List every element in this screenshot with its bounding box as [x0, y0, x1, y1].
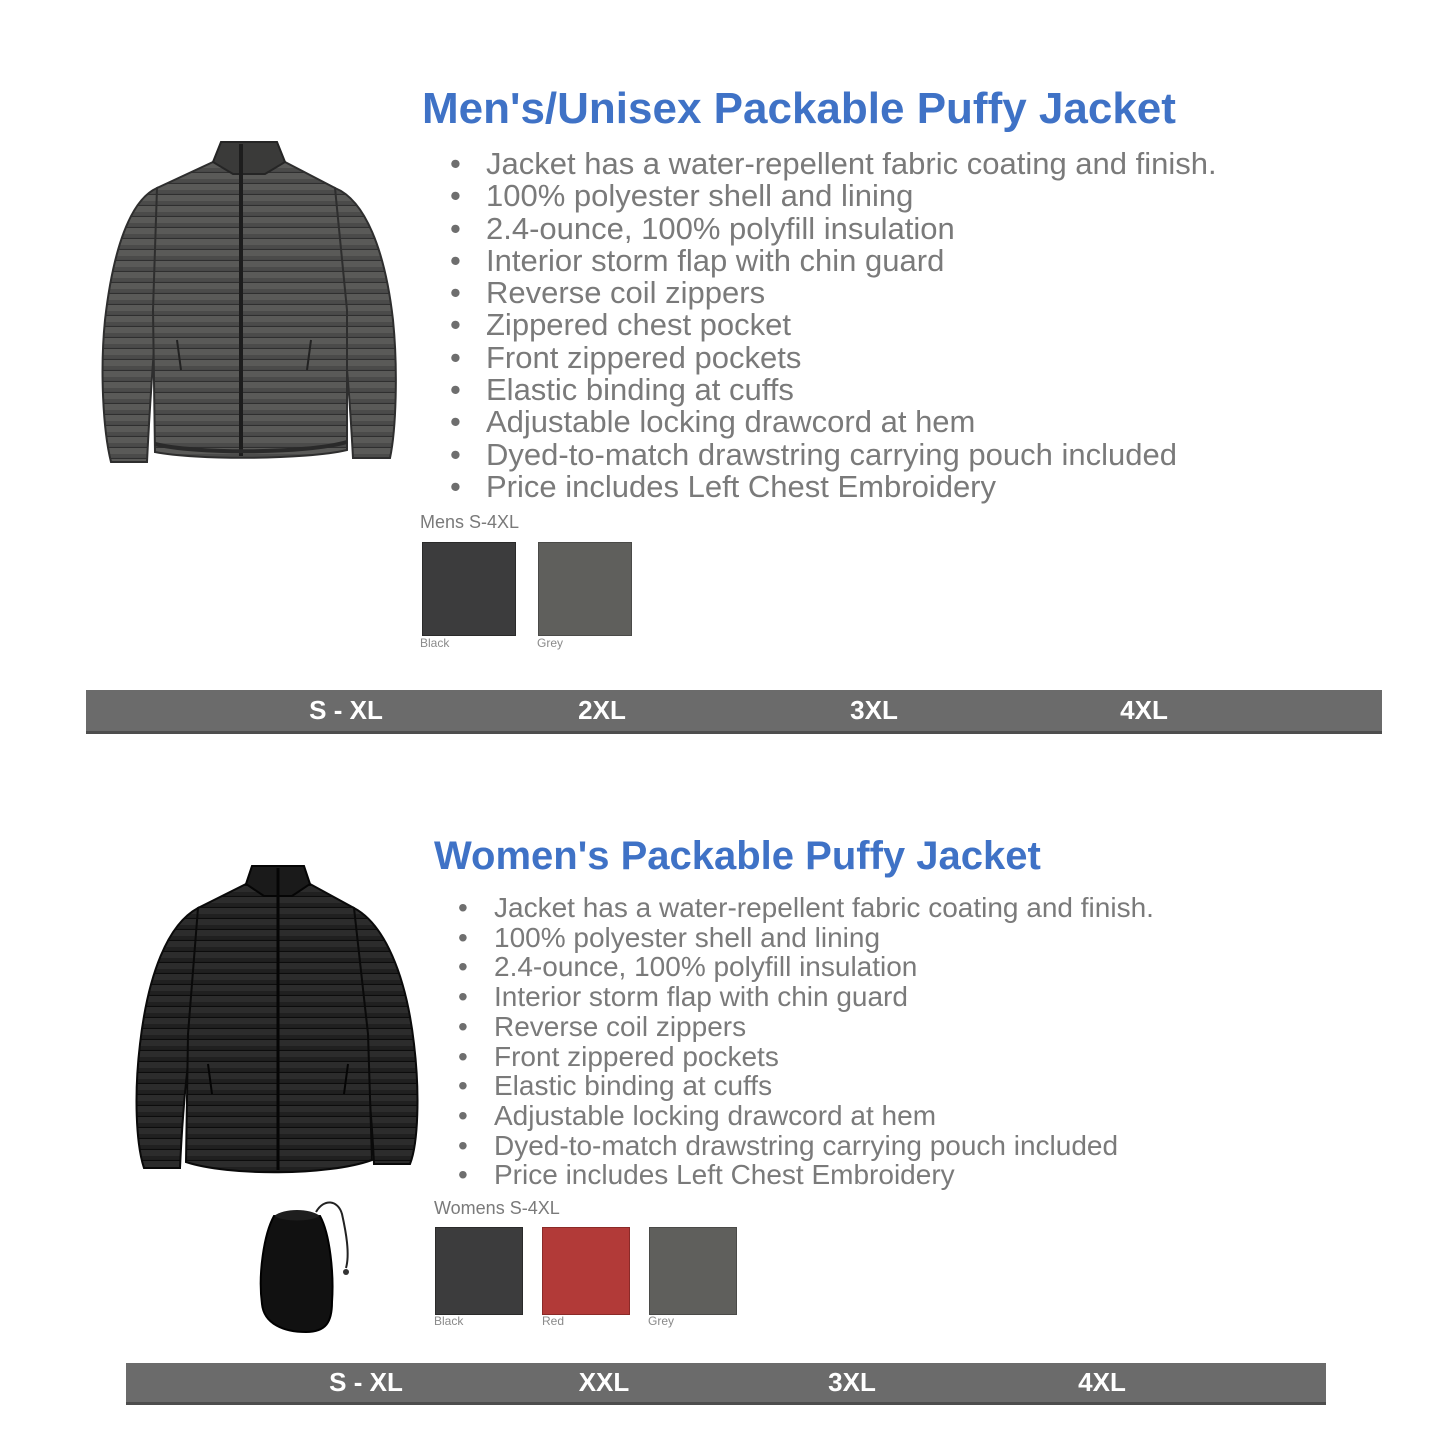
feature-item: • 100% polyester shell and lining: [494, 923, 1154, 953]
size-cell: 4XL: [1120, 695, 1168, 725]
mens-swatch-label-grey: Grey: [537, 636, 564, 650]
feature-item: • Jacket has a water-repellent fabric coating and finish.: [486, 148, 1217, 180]
womens-product-title: Women's Packable Puffy Jacket: [434, 834, 1041, 878]
womens-swatch-grey[interactable]: [649, 1227, 737, 1315]
size-cell: XXL: [578, 1367, 630, 1397]
womens-size-range: Womens S-4XL: [434, 1198, 560, 1218]
carrying-pouch-image: [254, 1194, 358, 1336]
size-cell: 2XL: [578, 695, 626, 725]
womens-jacket-image: [128, 864, 428, 1180]
mens-swatch-grey[interactable]: [538, 542, 632, 636]
feature-item: • Interior storm flap with chin guard: [486, 245, 1217, 277]
feature-item: • Dyed-to-match drawstring carrying pouch included: [486, 439, 1217, 471]
feature-item: • Price includes Left Chest Embroidery: [486, 471, 1217, 503]
size-cell: S - XL: [329, 1367, 403, 1397]
mens-feature-list: [486, 148, 1217, 503]
mens-size-range: Mens S-4XL: [420, 512, 520, 532]
feature-item: • Adjustable locking drawcord at hem: [494, 1101, 1154, 1131]
feature-item: • Front zippered pockets: [486, 342, 1217, 374]
feature-item: • Zippered chest pocket: [486, 309, 1217, 341]
feature-item: • Reverse coil zippers: [494, 1012, 1154, 1042]
feature-item: • Interior storm flap with chin guard: [494, 982, 1154, 1012]
womens-swatch-label-grey: Grey: [648, 1314, 675, 1328]
size-cell: 3XL: [828, 1367, 876, 1397]
feature-item: • 2.4-ounce, 100% polyfill insulation: [486, 213, 1217, 245]
feature-item: • Dyed-to-match drawstring carrying pouch included: [494, 1131, 1154, 1161]
womens-swatch-label-black: Black: [434, 1314, 464, 1328]
womens-feature-list: [494, 893, 1154, 1190]
mens-size-bar: [86, 690, 1382, 734]
feature-item: • 2.4-ounce, 100% polyfill insulation: [494, 952, 1154, 982]
mens-swatch-label-black: Black: [420, 636, 450, 650]
womens-swatch-label-red: Red: [542, 1314, 565, 1328]
size-cell: 4XL: [1078, 1367, 1126, 1397]
womens-swatch-red[interactable]: [542, 1227, 630, 1315]
feature-item: • 100% polyester shell and lining: [486, 180, 1217, 212]
mens-product-title: Men's/Unisex Packable Puffy Jacket: [422, 84, 1176, 133]
feature-item: • Reverse coil zippers: [486, 277, 1217, 309]
feature-item: • Price includes Left Chest Embroidery: [494, 1160, 1154, 1190]
size-cell: S - XL: [309, 695, 383, 725]
size-cell: 3XL: [850, 695, 898, 725]
mens-jacket-image: [95, 140, 405, 470]
mens-swatch-black[interactable]: [422, 542, 516, 636]
feature-item: • Jacket has a water-repellent fabric coating and finish.: [494, 893, 1154, 923]
womens-swatch-black[interactable]: [435, 1227, 523, 1315]
womens-size-bar: [126, 1363, 1326, 1405]
feature-item: • Adjustable locking drawcord at hem: [486, 406, 1217, 438]
feature-item: • Elastic binding at cuffs: [494, 1071, 1154, 1101]
feature-item: • Front zippered pockets: [494, 1042, 1154, 1072]
feature-item: • Elastic binding at cuffs: [486, 374, 1217, 406]
